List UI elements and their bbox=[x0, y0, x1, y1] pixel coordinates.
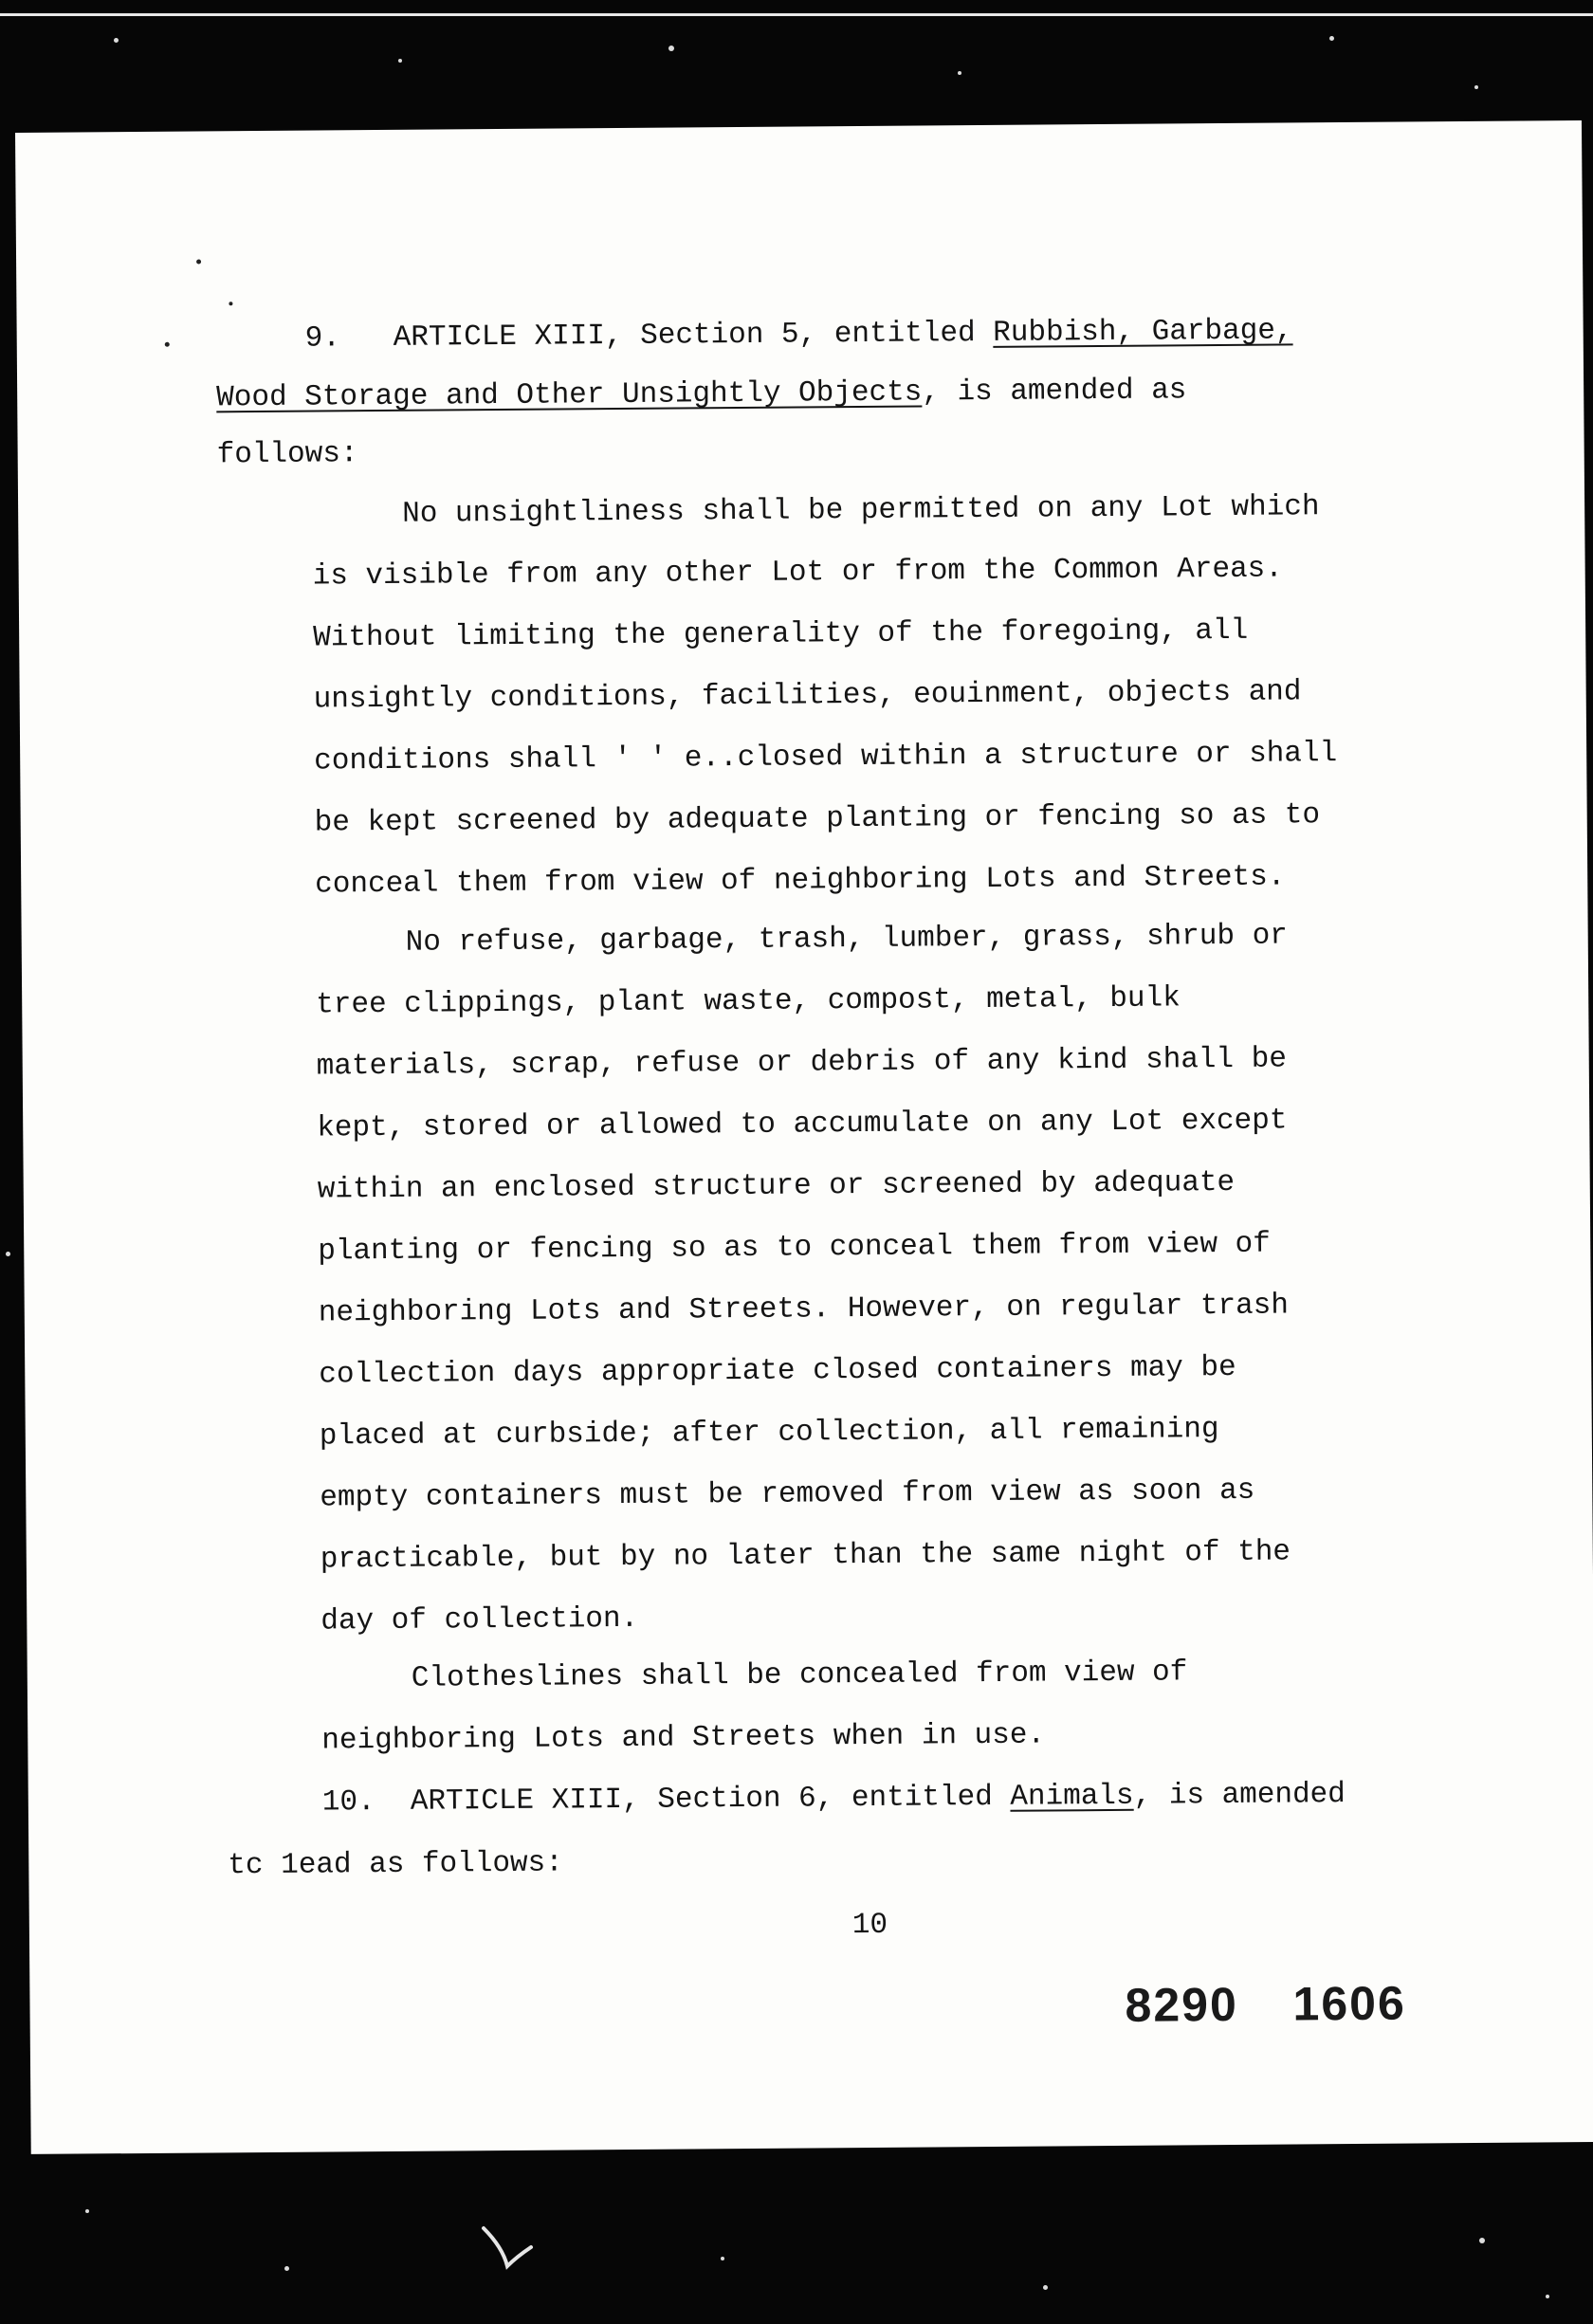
document-page bbox=[15, 120, 1593, 2154]
paper-speck bbox=[165, 342, 170, 347]
quote1-line2: is visible from any other Lot or from the Common Areas. bbox=[312, 552, 1283, 594]
quote2-line1: No refuse, garbage, trash, lumber, grass, shrub or bbox=[405, 919, 1288, 960]
para9-line3: follows: bbox=[216, 437, 358, 472]
scan-scratch-mark bbox=[474, 2219, 550, 2276]
para10-line2: tc 1ead as follows: bbox=[228, 1846, 563, 1883]
para9-number: 9. bbox=[304, 321, 341, 356]
scan-speck bbox=[1546, 2295, 1549, 2298]
scan-speck bbox=[284, 2266, 289, 2271]
scan-speck bbox=[85, 2209, 89, 2213]
paper-speck bbox=[196, 259, 201, 264]
scan-speck bbox=[721, 2257, 724, 2260]
paper-speck bbox=[229, 302, 232, 305]
quote3-line2: neighboring Lots and Streets when in use. bbox=[321, 1718, 1046, 1758]
quote2-line7: neighboring Lots and Streets. However, on regular trash bbox=[318, 1289, 1290, 1330]
scan-speck bbox=[1043, 2285, 1048, 2290]
para10-section-title: Animals bbox=[1010, 1779, 1134, 1814]
page-number: 10 bbox=[851, 1908, 888, 1943]
quote1-line3: Without limiting the generality of the foregoing, all bbox=[313, 613, 1249, 655]
quote1-line6: be kept screened by adequate planting or fencing so as to bbox=[314, 798, 1321, 840]
scan-speck bbox=[1329, 36, 1334, 41]
quote2-line6: planting or fencing so as to conceal them from view of bbox=[318, 1227, 1271, 1269]
quote2-line11: practicable, but by no later than the same night of the bbox=[320, 1535, 1291, 1577]
scan-speck bbox=[1479, 2238, 1485, 2243]
para9-section-title-part1: Rubbish, Garbage, bbox=[993, 314, 1293, 350]
quote1-line1: No unsightliness shall be permitted on any Lot which bbox=[402, 490, 1320, 531]
record-stamp-page: 1606 bbox=[1292, 1976, 1406, 2031]
para10-intro-text: ARTICLE XIII, Section 6, entitled bbox=[410, 1780, 993, 1819]
para10-line1 bbox=[322, 1776, 1346, 1821]
scan-speck bbox=[1474, 85, 1478, 89]
scan-speck bbox=[668, 46, 674, 51]
quote1-line4: unsightly conditions, facilities, eouinment, objects and bbox=[313, 675, 1302, 717]
quote2-line4: kept, stored or allowed to accumulate on any Lot except bbox=[317, 1104, 1288, 1145]
quote2-line2: tree clippings, plant waste, compost, metal, bulk bbox=[316, 981, 1181, 1022]
scan-speck bbox=[114, 38, 119, 43]
para10-amended-text: , is amended bbox=[1133, 1778, 1346, 1813]
quote2-line12: day of collection. bbox=[320, 1601, 639, 1638]
para9-line2 bbox=[216, 371, 1364, 418]
scan-speck bbox=[398, 59, 402, 63]
quote2-line10: empty containers must be removed from view as soon as bbox=[320, 1473, 1255, 1515]
quote2-line5: within an enclosed structure or screened by adequate bbox=[317, 1165, 1236, 1207]
record-stamp-book: 8290 bbox=[1125, 1977, 1238, 2032]
scan-speck bbox=[958, 71, 961, 75]
scan-speck bbox=[6, 1252, 10, 1256]
quote1-line7: conceal them from view of neighboring Lots and Streets. bbox=[315, 860, 1286, 902]
quote2-line8: collection days appropriate closed containers may be bbox=[319, 1350, 1236, 1392]
para9-section-title-part2: Wood Storage and Other Unsightly Objects bbox=[216, 375, 923, 415]
para10-number: 10. bbox=[321, 1785, 375, 1820]
quote2-line9: placed at curbside; after collection, all remaining bbox=[319, 1413, 1219, 1454]
para9-intro-text: ARTICLE XIII, Section 5, entitled bbox=[393, 317, 976, 355]
para9-line1 bbox=[305, 312, 1293, 357]
scan-top-edge-line bbox=[0, 13, 1593, 16]
quote1-line5: conditions shall ' ' e..closed within a structure or shall bbox=[314, 737, 1338, 778]
quote2-line3: materials, scrap, refuse or debris of any kind shall be bbox=[316, 1042, 1288, 1084]
quote3-line1: Clotheslines shall be concealed from view of bbox=[411, 1656, 1188, 1695]
para9-amended-text: , is amended as bbox=[922, 374, 1187, 410]
